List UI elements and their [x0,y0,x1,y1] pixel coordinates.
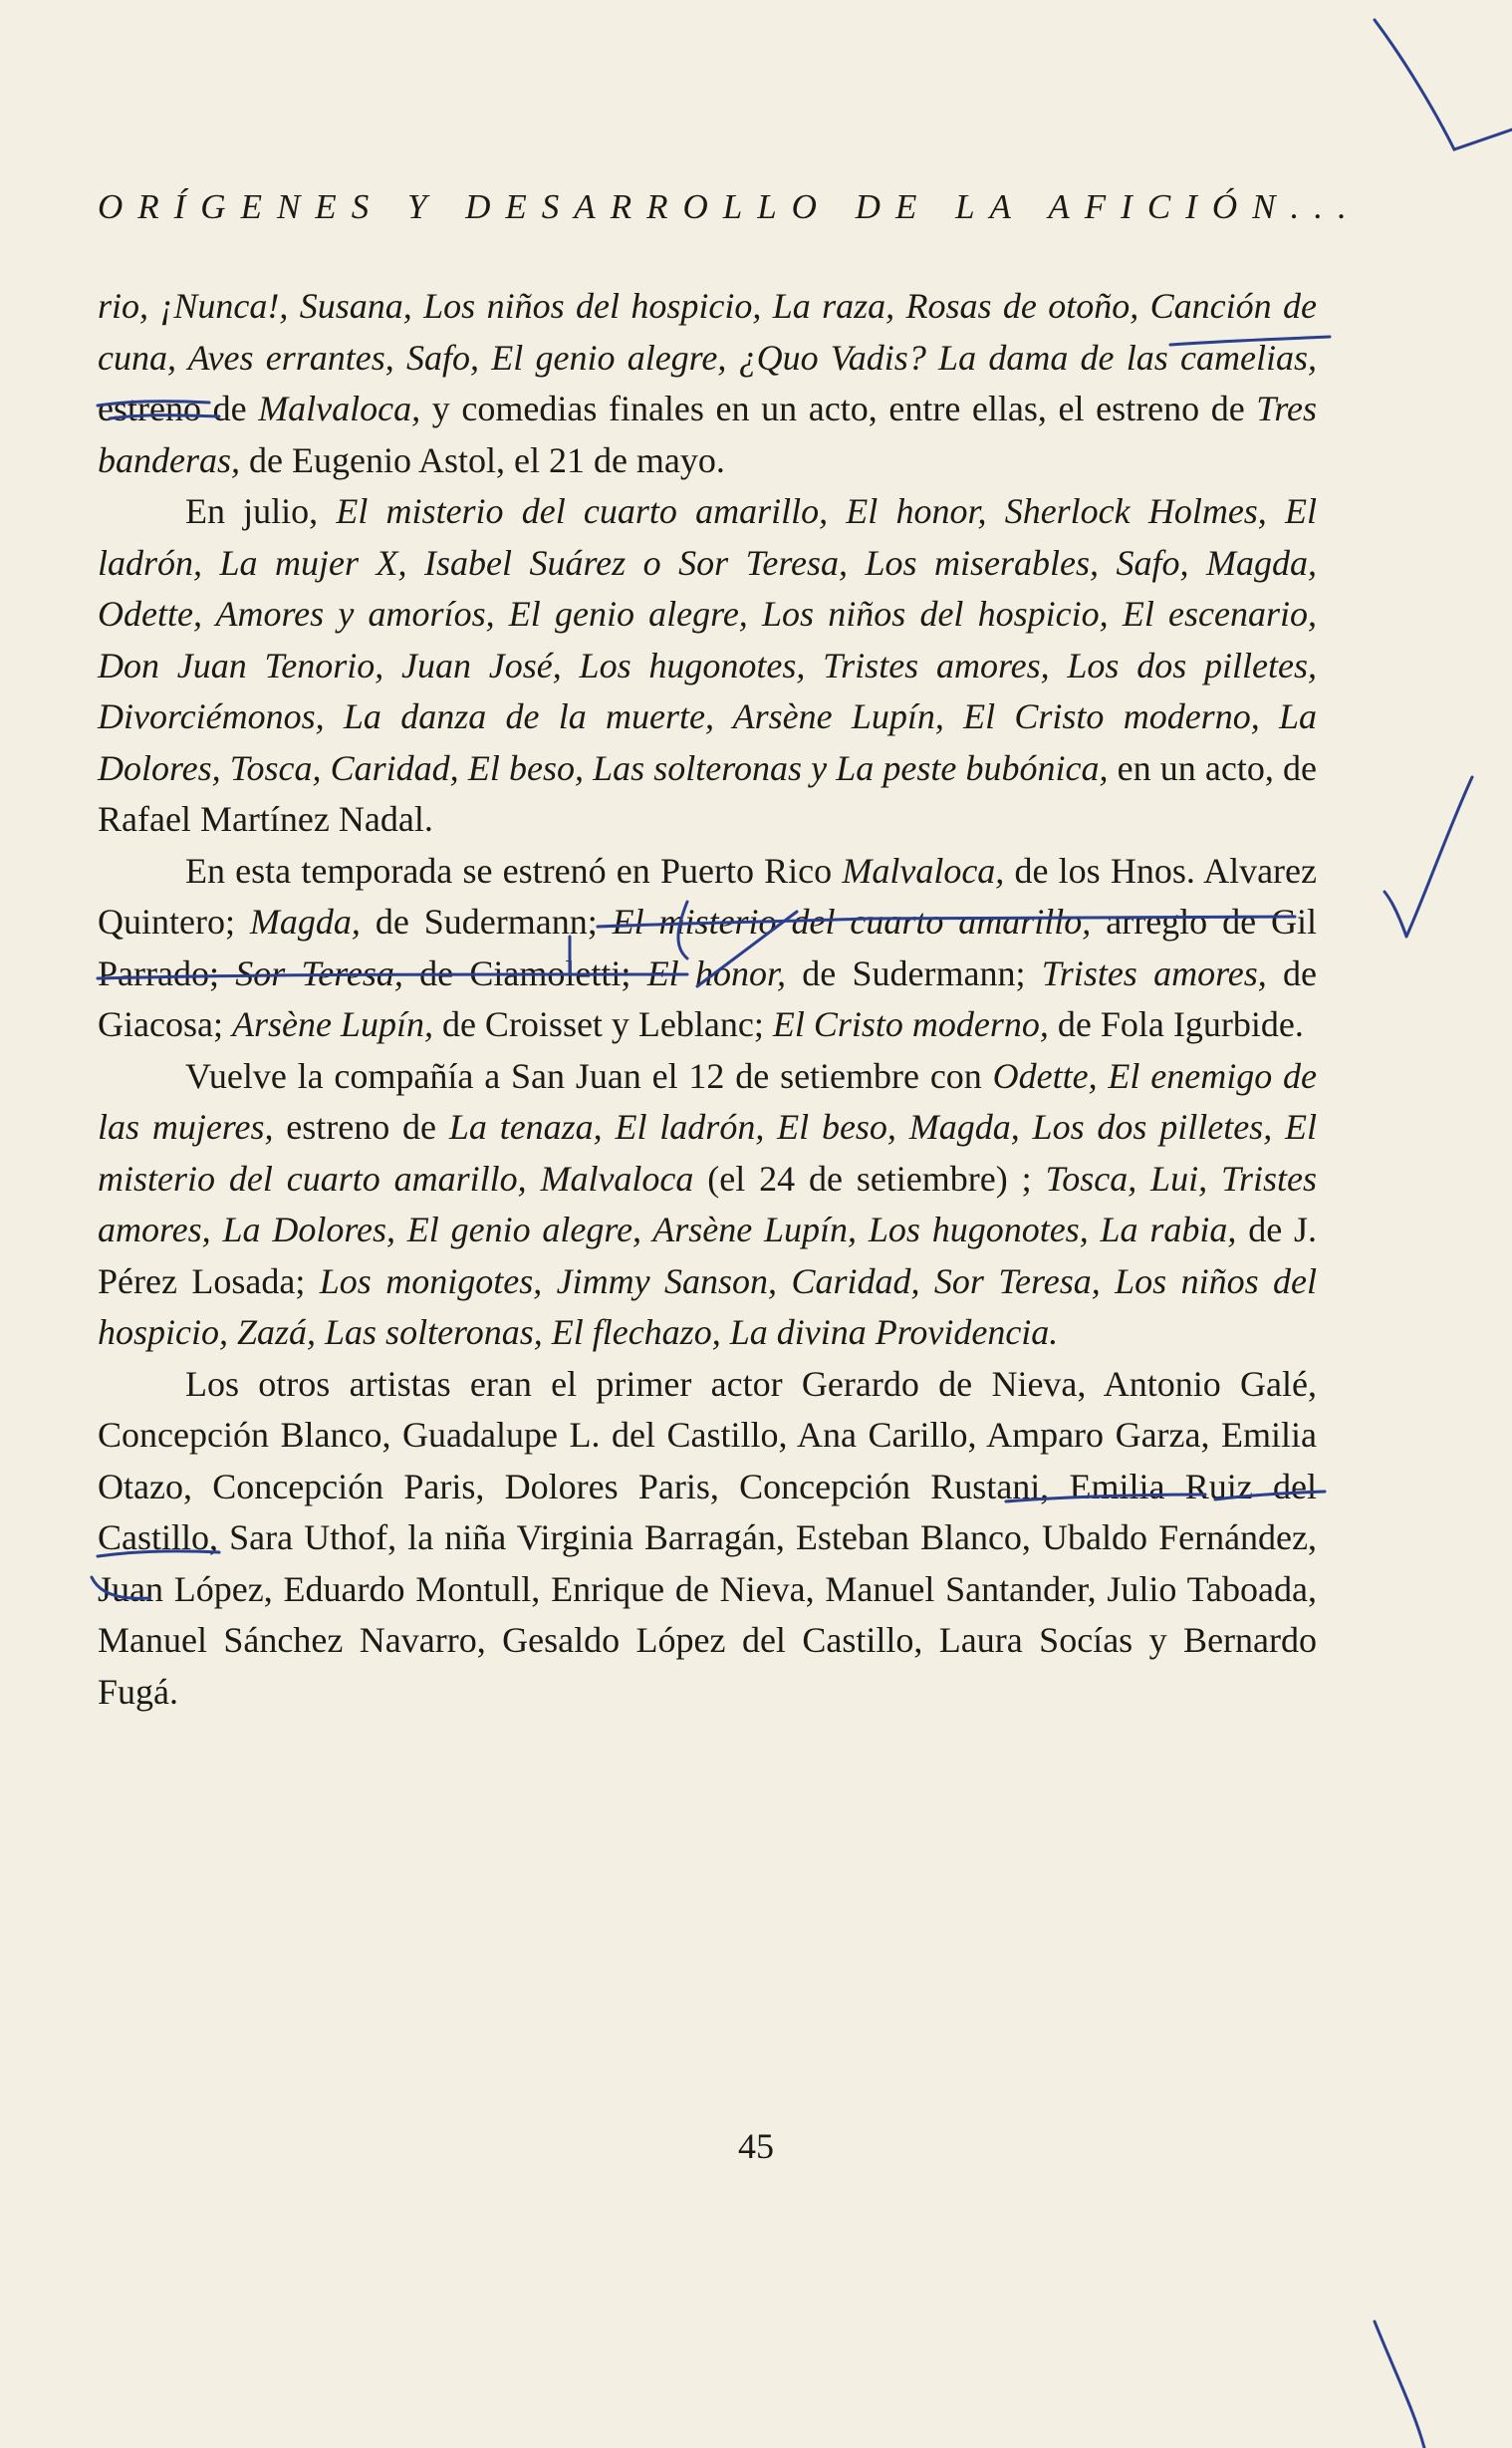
paragraph [98,1051,1317,1359]
text-run: en un acto, de Rafael Martínez Nadal. [98,747,1318,839]
italic-text-run: Los monigotes, Jimmy Sanson, Caridad, Sor Teresa, Los niños del hospicio, Zazá, Las solteronas, El flechazo, La divina Providencia. [98,1260,1318,1352]
corner-fold-bottom [1375,2321,1424,2448]
italic-text-run: rio, ¡Nunca!, Susana, Los niños del hospicio, La raza, Rosas de otoño, Canción de cuna, Aves errantes, Safo, El genio alegre, ¿Quo Vadis? La dama de las camelias, [98,286,1317,378]
corner-fold-top [1375,20,1512,149]
italic-text-run: Tristes amores, [1041,952,1267,993]
text-run: de Fola Igurbide. [1048,1004,1304,1044]
italic-text-run: Malvaloca, [842,850,1005,891]
text-run: En esta temporada se estrenó en Puerto Rico [185,850,843,891]
text-run: de Ciamoletti; [402,952,647,993]
italic-text-run: La tenaza, El ladrón, El beso, Magda, Los dos pilletes, El misterio del cuarto amarillo, Malvaloca [98,1107,1317,1199]
italic-text-run: El Cristo moderno, [772,1004,1049,1044]
page-number: 45 [738,2126,774,2166]
text-run: Los otros artistas eran el primer actor Gerardo de Nieva, Antonio Galé, Concepción Blanco, Guadalupe L. del Castillo, Ana Carillo, Amparo Garza, Emilia Otazo, Concepción Paris, Dolores Paris, Concepción Rustani, Emilia Ruiz del Castillo, Sara Uthof, la niña Virginia Barragán, Esteban Blanco, Ubaldo Fernández, Juan López, Eduardo Montull, Enrique de Nieva, Manuel Santander, Julio Taboada, Manuel Sánchez Navarro, Gesaldo López del Castillo, Laura Socías y Bernardo Fugá. [98,1363,1317,1712]
body-text [98,281,1317,1718]
italic-text-run: El misterio del cuarto amarillo, El honor, Sherlock Holmes, El ladrón, La mujer X, Isabel Suárez o Sor Teresa, Los miserables, Safo, Magda, Odette, Amores y amoríos, El genio alegre, Los niños del hospicio, El escenario, Don Juan Tenorio, Juan José, Los hugonotes, Tristes amores, Los dos pilletes, Divorciémonos, La danza de la muerte, Arsène Lupín, El Cristo moderno, La Dolores, Tosca, Caridad, El beso, Las solteronas y La peste bubónica, [98,491,1317,788]
italic-text-run: Odette, El enemigo de las mujeres, [98,1055,1318,1147]
paragraph [98,1359,1317,1719]
text-run: de Eugenio Astol, el 21 de mayo. [240,439,725,480]
text-run: estreno de [273,1107,449,1147]
paragraph [98,486,1317,846]
paragraph [98,281,1317,486]
italic-text-run: Tosca, Lui, Tristes amores, La Dolores, El genio alegre, Arsène Lupín, Los hugonotes, La rabia, [98,1158,1317,1249]
italic-text-run: Tres banderas, [98,389,1317,480]
text-run: de Sudermann; [785,952,1042,993]
running-header: ORÍGENES Y DESARROLLO DE LA AFICIÓN... [98,187,1362,226]
italic-text-run: El honor, [646,952,786,993]
text-run: de Croisset y Leblanc; [432,1004,773,1044]
text-run: de Sudermann; [360,902,613,942]
text-run: de J. Pérez Losada; [98,1210,1318,1301]
italic-text-run: Sor Teresa, [235,952,403,993]
text-run: de Giacosa; [98,952,1318,1044]
italic-text-run: Magda, [249,902,361,942]
italic-text-run: Arsène Lupín, [231,1004,433,1044]
paragraph [98,846,1317,1051]
text-run: arreglo de Gil Parrado; [98,902,1317,993]
checkmark-margin [1385,777,1472,937]
italic-text-run: El misterio del cuarto amarillo, [612,902,1092,942]
italic-text-run: Malvaloca, [258,389,421,428]
text-run: En julio, [185,491,337,531]
text-run: Vuelve la compañía a San Juan el 12 de setiembre con [185,1055,993,1096]
text-run: (el 24 de setiembre) ; [693,1158,1046,1199]
text-run: y comedias finales en un acto, entre ellas, el estreno de [420,389,1257,428]
text-run: de los Hnos. Alvarez Quintero; [98,850,1318,942]
text-run: estreno de [98,389,259,428]
